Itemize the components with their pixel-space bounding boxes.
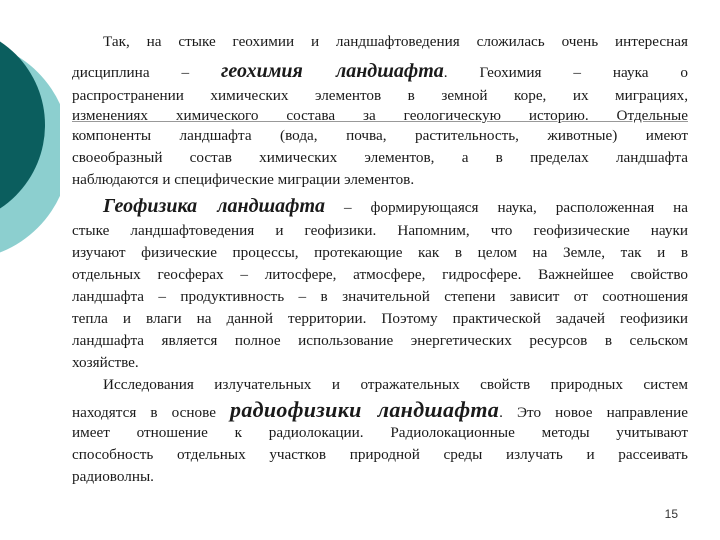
term-geophysics: Геофизика ландшафта <box>103 195 326 217</box>
p2-line-1-rest: – формирующаяся наука, расположенная на <box>325 199 688 216</box>
p1-line-1: Так, на стыке геохимии и ландшафтоведения сложилась очень интересная <box>103 33 688 50</box>
p2-line-8: хозяйстве. <box>72 354 139 371</box>
p1-line-6: своеобразный состав химических элементов, а в пределах ландшафта <box>72 149 688 166</box>
p1-line-7: наблюдаются и специфические миграции элементов. <box>72 171 415 188</box>
term-geochemistry: геохимия ландшафта <box>220 60 444 82</box>
p2-line-2: стыке ландшафтоведения и геофизики. Напомним, что геофизические науки <box>72 222 688 239</box>
p3-line-2 <box>72 397 688 426</box>
p3-line-1: Исследования излучательных и отражательных свойств природных систем <box>103 376 688 393</box>
decorative-circles <box>0 0 60 540</box>
p3-line-3: имеет отношение к радиолокации. Радиолокационные методы учитывают <box>72 424 688 441</box>
p1-line-5: компоненты ландшафта (вода, почва, растительность, животные) имеют <box>72 127 688 144</box>
p2-line-7: ландшафта является полное использование энергетических ресурсов в сельском <box>72 332 688 349</box>
p2-line-1 <box>103 193 688 221</box>
p1-line-4: изменениях химического состава за геологическую историю. Отдельные <box>72 107 688 124</box>
p3-line-2-end: . Это новое направление <box>499 404 688 421</box>
p3-line-5: радиоволны. <box>72 468 154 485</box>
p2-line-4: отдельных геосферах – литосфере, атмосфере, гидросфере. Важнейшее свойство <box>72 266 688 283</box>
p1-line-2 <box>72 58 688 86</box>
page-number: 15 <box>664 507 678 521</box>
p2-line-3: изучают физические процессы, протекающие как в целом на Земле, так и в <box>72 244 688 261</box>
term-radiophysics: радиофизики ландшафта <box>230 397 500 422</box>
p1-line-3: распространении химических элементов в земной коре, их миграциях, <box>72 87 688 104</box>
p2-line-5: ландшафта – продуктивность – в значительной степени зависит от соотношения <box>72 288 688 305</box>
p3-line-2-start: находятся в основе <box>72 404 231 421</box>
p1-line-2-start: дисциплина – <box>72 64 190 81</box>
p1-line-2-end: . Геохимия – наука о <box>443 64 689 81</box>
p2-line-6: тепла и влаги на данной территории. Поэтому практической задачей геофизики <box>72 310 688 327</box>
p3-line-4: способность отдельных участков природной среды излучать и рассеивать <box>72 446 688 463</box>
